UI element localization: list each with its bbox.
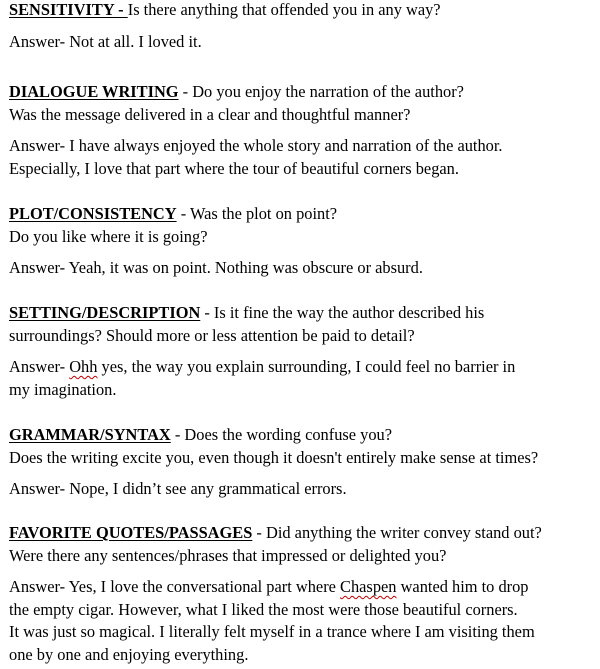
answer-text: Answer-	[9, 357, 70, 376]
section-grammar-syntax	[9, 424, 596, 501]
question-text: - Does the wording confuse you?	[170, 425, 392, 444]
spellcheck-word: Ohh	[69, 357, 98, 376]
answer-text: wanted him to drop	[396, 577, 529, 596]
spellcheck-word: Chaspen	[340, 577, 397, 596]
question-text: - Is it fine the way the author described his	[200, 303, 485, 322]
question-text: Does the writing excite you, even though it doesn't entirely make sense at times?	[9, 447, 539, 467]
question	[9, 424, 596, 469]
question-text: surroundings? Should more or less attention be paid to detail?	[9, 325, 415, 345]
answer	[9, 576, 596, 666]
answer	[9, 478, 596, 501]
section-heading: PLOT/CONSISTENCY	[9, 204, 177, 223]
answer	[9, 356, 596, 401]
section-heading: FAVORITE QUOTES/PASSAGES	[9, 523, 253, 542]
question-text: Were there any sentences/phrases that impressed or delighted you?	[9, 545, 447, 565]
answer-text: Especially, I love that part where the tour of beautiful corners began.	[9, 158, 459, 178]
section-heading: SETTING/DESCRIPTION	[9, 303, 201, 322]
answer-text: one by one and enjoying everything.	[9, 644, 249, 664]
question-text: Is there anything that offended you in any way?	[127, 0, 441, 19]
answer-text: Answer- Nope, I didn’t see any grammatical errors.	[9, 479, 347, 498]
answer-text: the empty cigar. However, what I liked the most were those beautiful corners.	[9, 599, 518, 619]
question-text: - Was the plot on point?	[176, 204, 338, 223]
question	[9, 203, 596, 248]
answer-text: yes, the way you explain surrounding, I could feel no barrier in	[97, 357, 516, 376]
answer-text: Answer- Yes, I love the conversational part where	[9, 577, 341, 596]
answer	[9, 31, 596, 54]
section-plot-consistency	[9, 203, 596, 280]
question-text: Do you like where it is going?	[9, 226, 208, 246]
section-dialogue-writing	[9, 81, 596, 180]
section-favorite-quotes	[9, 522, 596, 666]
question	[9, 522, 596, 567]
question	[9, 302, 596, 347]
section-setting-description	[9, 302, 596, 401]
question-text: - Do you enjoy the narration of the author?	[178, 82, 464, 101]
answer-text: Answer- Not at all. I loved it.	[9, 31, 202, 51]
question-text: - Did anything the writer convey stand out?	[252, 523, 542, 542]
question	[9, 0, 596, 22]
section-heading: DIALOGUE WRITING	[9, 82, 179, 101]
answer-text: Answer- Yeah, it was on point. Nothing was obscure or absurd.	[9, 258, 423, 277]
answer-text: my imagination.	[9, 379, 117, 399]
answer	[9, 135, 596, 180]
answer	[9, 257, 596, 280]
question-text: Was the message delivered in a clear and thoughtful manner?	[9, 104, 411, 124]
answer-text: Answer- I have always enjoyed the whole story and narration of the author.	[9, 136, 503, 155]
question	[9, 81, 596, 126]
section-heading: GRAMMAR/SYNTAX	[9, 425, 171, 444]
answer-text: It was just so magical. I literally felt myself in a trance where I am visiting them	[9, 622, 535, 641]
section-sensitivity	[9, 0, 596, 53]
section-heading: SENSITIVITY -	[9, 0, 128, 19]
